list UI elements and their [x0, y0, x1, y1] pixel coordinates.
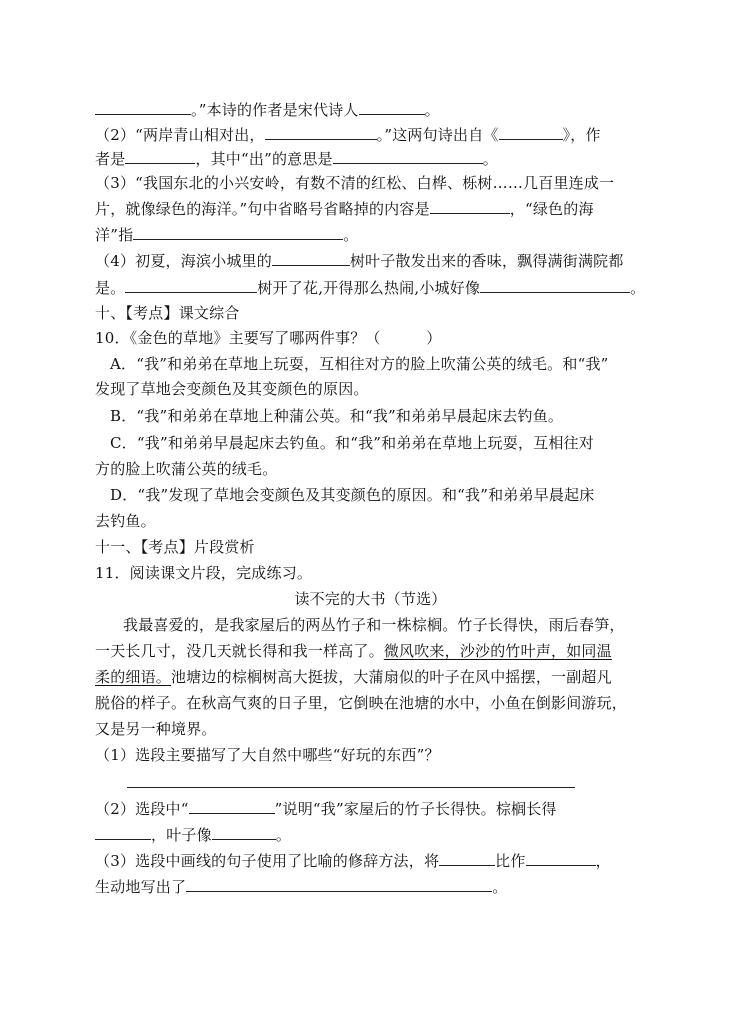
option-a-line-1[interactable]: A．“我”和弟弟在草地上玩耍，互相往对方的脸上吹蒲公英的绒毛。和“我”	[110, 355, 609, 373]
option-c-line-1[interactable]: C．“我”和弟弟早晨起床去钓鱼。和“我”和弟弟在草地上玩耍，互相往对	[110, 434, 594, 452]
section-heading-11: 十一、【考点】片段赏析	[95, 538, 255, 556]
passage-title: 读不完的大书（节选）	[294, 590, 447, 608]
answer-blank[interactable]	[133, 222, 343, 240]
passage-line-5: 又是另一种境界。	[95, 720, 217, 738]
option-a-line-2[interactable]: 发现了草地会变颜色及其变颜色的原因。	[95, 380, 369, 398]
answer-blank[interactable]	[359, 97, 425, 115]
option-d-line-2[interactable]: 去钓鱼。	[95, 512, 156, 530]
q9-part-2-line-2: 者是 ，其中“出”的意思是 。	[95, 146, 665, 170]
underlined-sentence-end: 柔的细语。	[95, 668, 172, 686]
answer-blank[interactable]	[125, 275, 257, 293]
question-10-stem: 10．《金色的草地》主要写了哪两件事？（ ）	[95, 329, 442, 347]
passage-line-3: 柔的细语。池塘边的棕榈树高大挺拔，大蒲扇似的叶子在风中摇摆，一副超凡	[95, 668, 612, 686]
answer-blank[interactable]	[526, 848, 596, 866]
answer-blank[interactable]	[95, 822, 151, 840]
section-heading-10: 十、【考点】课文综合	[95, 304, 240, 322]
answer-blank[interactable]	[125, 146, 195, 164]
option-d-line-1[interactable]: D．“我”发现了草地会变颜色及其变颜色的原因。和“我”和弟弟早晨起床	[110, 486, 595, 504]
q9-part-2-line-1: （2）“两岸青山相对出， 。”这两句诗出自《 》，作	[95, 122, 665, 146]
answer-blank[interactable]	[212, 822, 276, 840]
answer-blank[interactable]	[265, 122, 377, 140]
answer-blank[interactable]	[480, 275, 630, 293]
sub-question-2-line-2: ，叶子像 。	[95, 822, 665, 846]
question-11-stem: 11．阅读课文片段，完成练习。	[95, 564, 313, 582]
answer-blank[interactable]	[439, 848, 495, 866]
answer-blank[interactable]	[95, 97, 191, 115]
sub-question-3-line-1: （3）选段中画线的句子使用了比喻的修辞方法，将 比作 ，	[95, 848, 665, 872]
sub-question-2-line-1: （2）选段中“ ”说明“我”家屋后的竹子长得快。棕榈长得	[95, 796, 665, 820]
answer-blank[interactable]	[499, 122, 563, 140]
q9-part-4-line-1: （4）初夏，海滨小城里的 树叶子散发出来的香味，飘得满街满院都	[95, 248, 665, 272]
sub-question-1: （1）选段主要描写了大自然中哪些“好玩的东西”？	[95, 746, 440, 764]
answer-blank[interactable]	[333, 146, 483, 164]
sub-question-3-line-2: 生动地写出了 。	[95, 874, 665, 898]
passage-line-2: 一天长几寸，没几天就长得和我一样高了。微风吹来，沙沙的竹叶声，如同温	[95, 642, 612, 660]
q9-line-1: 。”本诗的作者是宋代诗人 。	[95, 97, 665, 121]
q9-part-3-line-2: 片，就像绿色的海洋。”句中省略号省略掉的内容是 ，“绿色的海	[95, 196, 665, 220]
passage-line-4: 脱俗的样子。在秋高气爽的日子里，它倒映在池塘的水中，小鱼在倒影间游玩，	[95, 694, 628, 712]
q9-part-3-line-1: （3）“我国东北的小兴安岭，有数不清的红松、白桦、栎树……几百里连成一	[95, 174, 615, 192]
option-b[interactable]: B．“我”和弟弟在草地上种蒲公英。和“我”和弟弟早晨起床去钓鱼。	[110, 407, 564, 425]
underlined-sentence: 微风吹来，沙沙的竹叶声，如同温	[383, 642, 612, 660]
answer-line[interactable]	[127, 787, 575, 788]
passage-line-1: 我最喜爱的，是我家屋后的两丛竹子和一株棕榈。竹子长得快，雨后春笋，	[123, 616, 625, 634]
q9-part-3-line-3: 洋”指 。	[95, 222, 665, 246]
option-c-line-2[interactable]: 方的脸上吹蒲公英的绒毛。	[95, 460, 278, 478]
answer-blank[interactable]	[430, 196, 510, 214]
answer-blank[interactable]	[272, 248, 350, 266]
answer-blank[interactable]	[189, 796, 275, 814]
q9-part-4-line-2: 是。 树开了花,开得那么热闹,小城好像 。	[95, 275, 665, 299]
answer-blank[interactable]	[186, 874, 492, 892]
